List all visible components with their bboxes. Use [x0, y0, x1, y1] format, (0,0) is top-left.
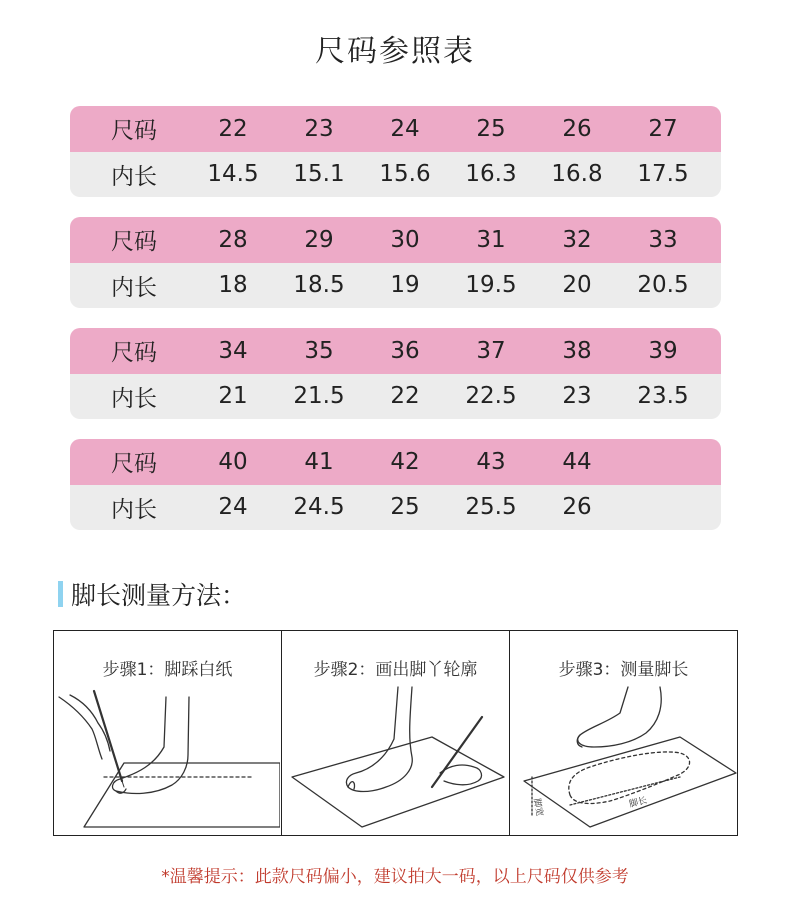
length-cell: 15.1 — [293, 161, 345, 188]
step-3-label: 步骤3：测量脚长 — [558, 660, 689, 680]
accent-bar — [58, 581, 63, 607]
size-cell: 39 — [648, 337, 678, 364]
size-cell: 26 — [562, 115, 592, 142]
size-cell: 29 — [304, 226, 334, 253]
size-cell: 24 — [390, 115, 420, 142]
trace-outline-icon — [282, 677, 510, 833]
size-cell: 34 — [218, 337, 248, 364]
length-cell: 22.5 — [465, 383, 517, 410]
length-cell: 23 — [562, 383, 592, 410]
page-title: 尺码参照表 — [315, 34, 475, 69]
step-3 — [509, 631, 737, 835]
measure-heading — [58, 576, 246, 612]
size-row-header: 尺码 — [111, 229, 157, 256]
length-row — [70, 263, 721, 309]
length-cell: 25 — [390, 494, 420, 521]
length-cell: 21 — [218, 383, 248, 410]
size-cell: 33 — [648, 226, 678, 253]
length-cell: 26 — [562, 494, 592, 521]
size-table-2 — [70, 217, 721, 308]
size-table-3 — [70, 328, 721, 419]
length-cell: 24 — [218, 494, 248, 521]
size-cell: 40 — [218, 448, 248, 475]
size-row-header: 尺码 — [111, 340, 157, 367]
length-cell: 23.5 — [637, 383, 689, 410]
size-row-header: 尺码 — [111, 451, 157, 478]
length-cell: 16.3 — [465, 161, 517, 188]
size-row — [70, 439, 721, 485]
length-row-header: 内长 — [111, 496, 157, 523]
step-2-label: 步骤2：画出脚丫轮廓 — [313, 660, 478, 680]
size-cell: 27 — [648, 115, 678, 142]
size-cell: 32 — [562, 226, 592, 253]
length-row-header: 内长 — [111, 163, 157, 190]
size-cell: 30 — [390, 226, 420, 253]
length-cell: 20 — [562, 272, 592, 299]
length-cell: 21.5 — [293, 383, 345, 410]
step-2 — [281, 631, 509, 835]
foot-on-paper-icon — [54, 677, 280, 833]
size-row — [70, 106, 721, 152]
length-row — [70, 374, 721, 420]
length-cell: 18 — [218, 272, 248, 299]
size-cell: 36 — [390, 337, 420, 364]
step-1 — [54, 631, 281, 835]
length-cell: 18.5 — [293, 272, 345, 299]
measure-length-icon — [510, 677, 738, 833]
size-tip: *温馨提示：此款尺码偏小，建议拍大一码，以上尺码仅供参考 — [161, 867, 629, 887]
length-row-header: 内长 — [111, 385, 157, 412]
length-cell: 17.5 — [637, 161, 689, 188]
measure-steps — [53, 630, 738, 836]
length-cell: 16.8 — [551, 161, 603, 188]
measure-heading-text: 脚长测量方法： — [71, 581, 247, 610]
length-cell: 25.5 — [465, 494, 517, 521]
size-cell: 35 — [304, 337, 334, 364]
size-cell: 28 — [218, 226, 248, 253]
length-cell: 24.5 — [293, 494, 345, 521]
size-cell: 31 — [476, 226, 506, 253]
length-cell: 19 — [390, 272, 420, 299]
length-cell: 19.5 — [465, 272, 517, 299]
length-cell: 15.6 — [379, 161, 431, 188]
size-row — [70, 328, 721, 374]
size-cell: 44 — [562, 448, 592, 475]
size-cell: 25 — [476, 115, 506, 142]
length-cell: 14.5 — [207, 161, 259, 188]
size-cell: 37 — [476, 337, 506, 364]
size-cell: 43 — [476, 448, 506, 475]
size-row — [70, 217, 721, 263]
foot-width-label: 脚宽 — [531, 797, 545, 818]
size-table-1 — [70, 106, 721, 197]
length-row-header: 内长 — [111, 274, 157, 301]
foot-length-label: 脚长 — [628, 795, 649, 810]
length-row — [70, 152, 721, 198]
size-cell: 22 — [218, 115, 248, 142]
length-cell: 22 — [390, 383, 420, 410]
length-row — [70, 485, 721, 531]
size-row-header: 尺码 — [111, 118, 157, 145]
size-cell: 23 — [304, 115, 334, 142]
size-cell: 41 — [304, 448, 334, 475]
size-cell: 38 — [562, 337, 592, 364]
size-cell: 42 — [390, 448, 420, 475]
step-1-label: 步骤1：脚踩白纸 — [102, 660, 233, 680]
length-cell: 20.5 — [637, 272, 689, 299]
size-table-4 — [70, 439, 721, 530]
